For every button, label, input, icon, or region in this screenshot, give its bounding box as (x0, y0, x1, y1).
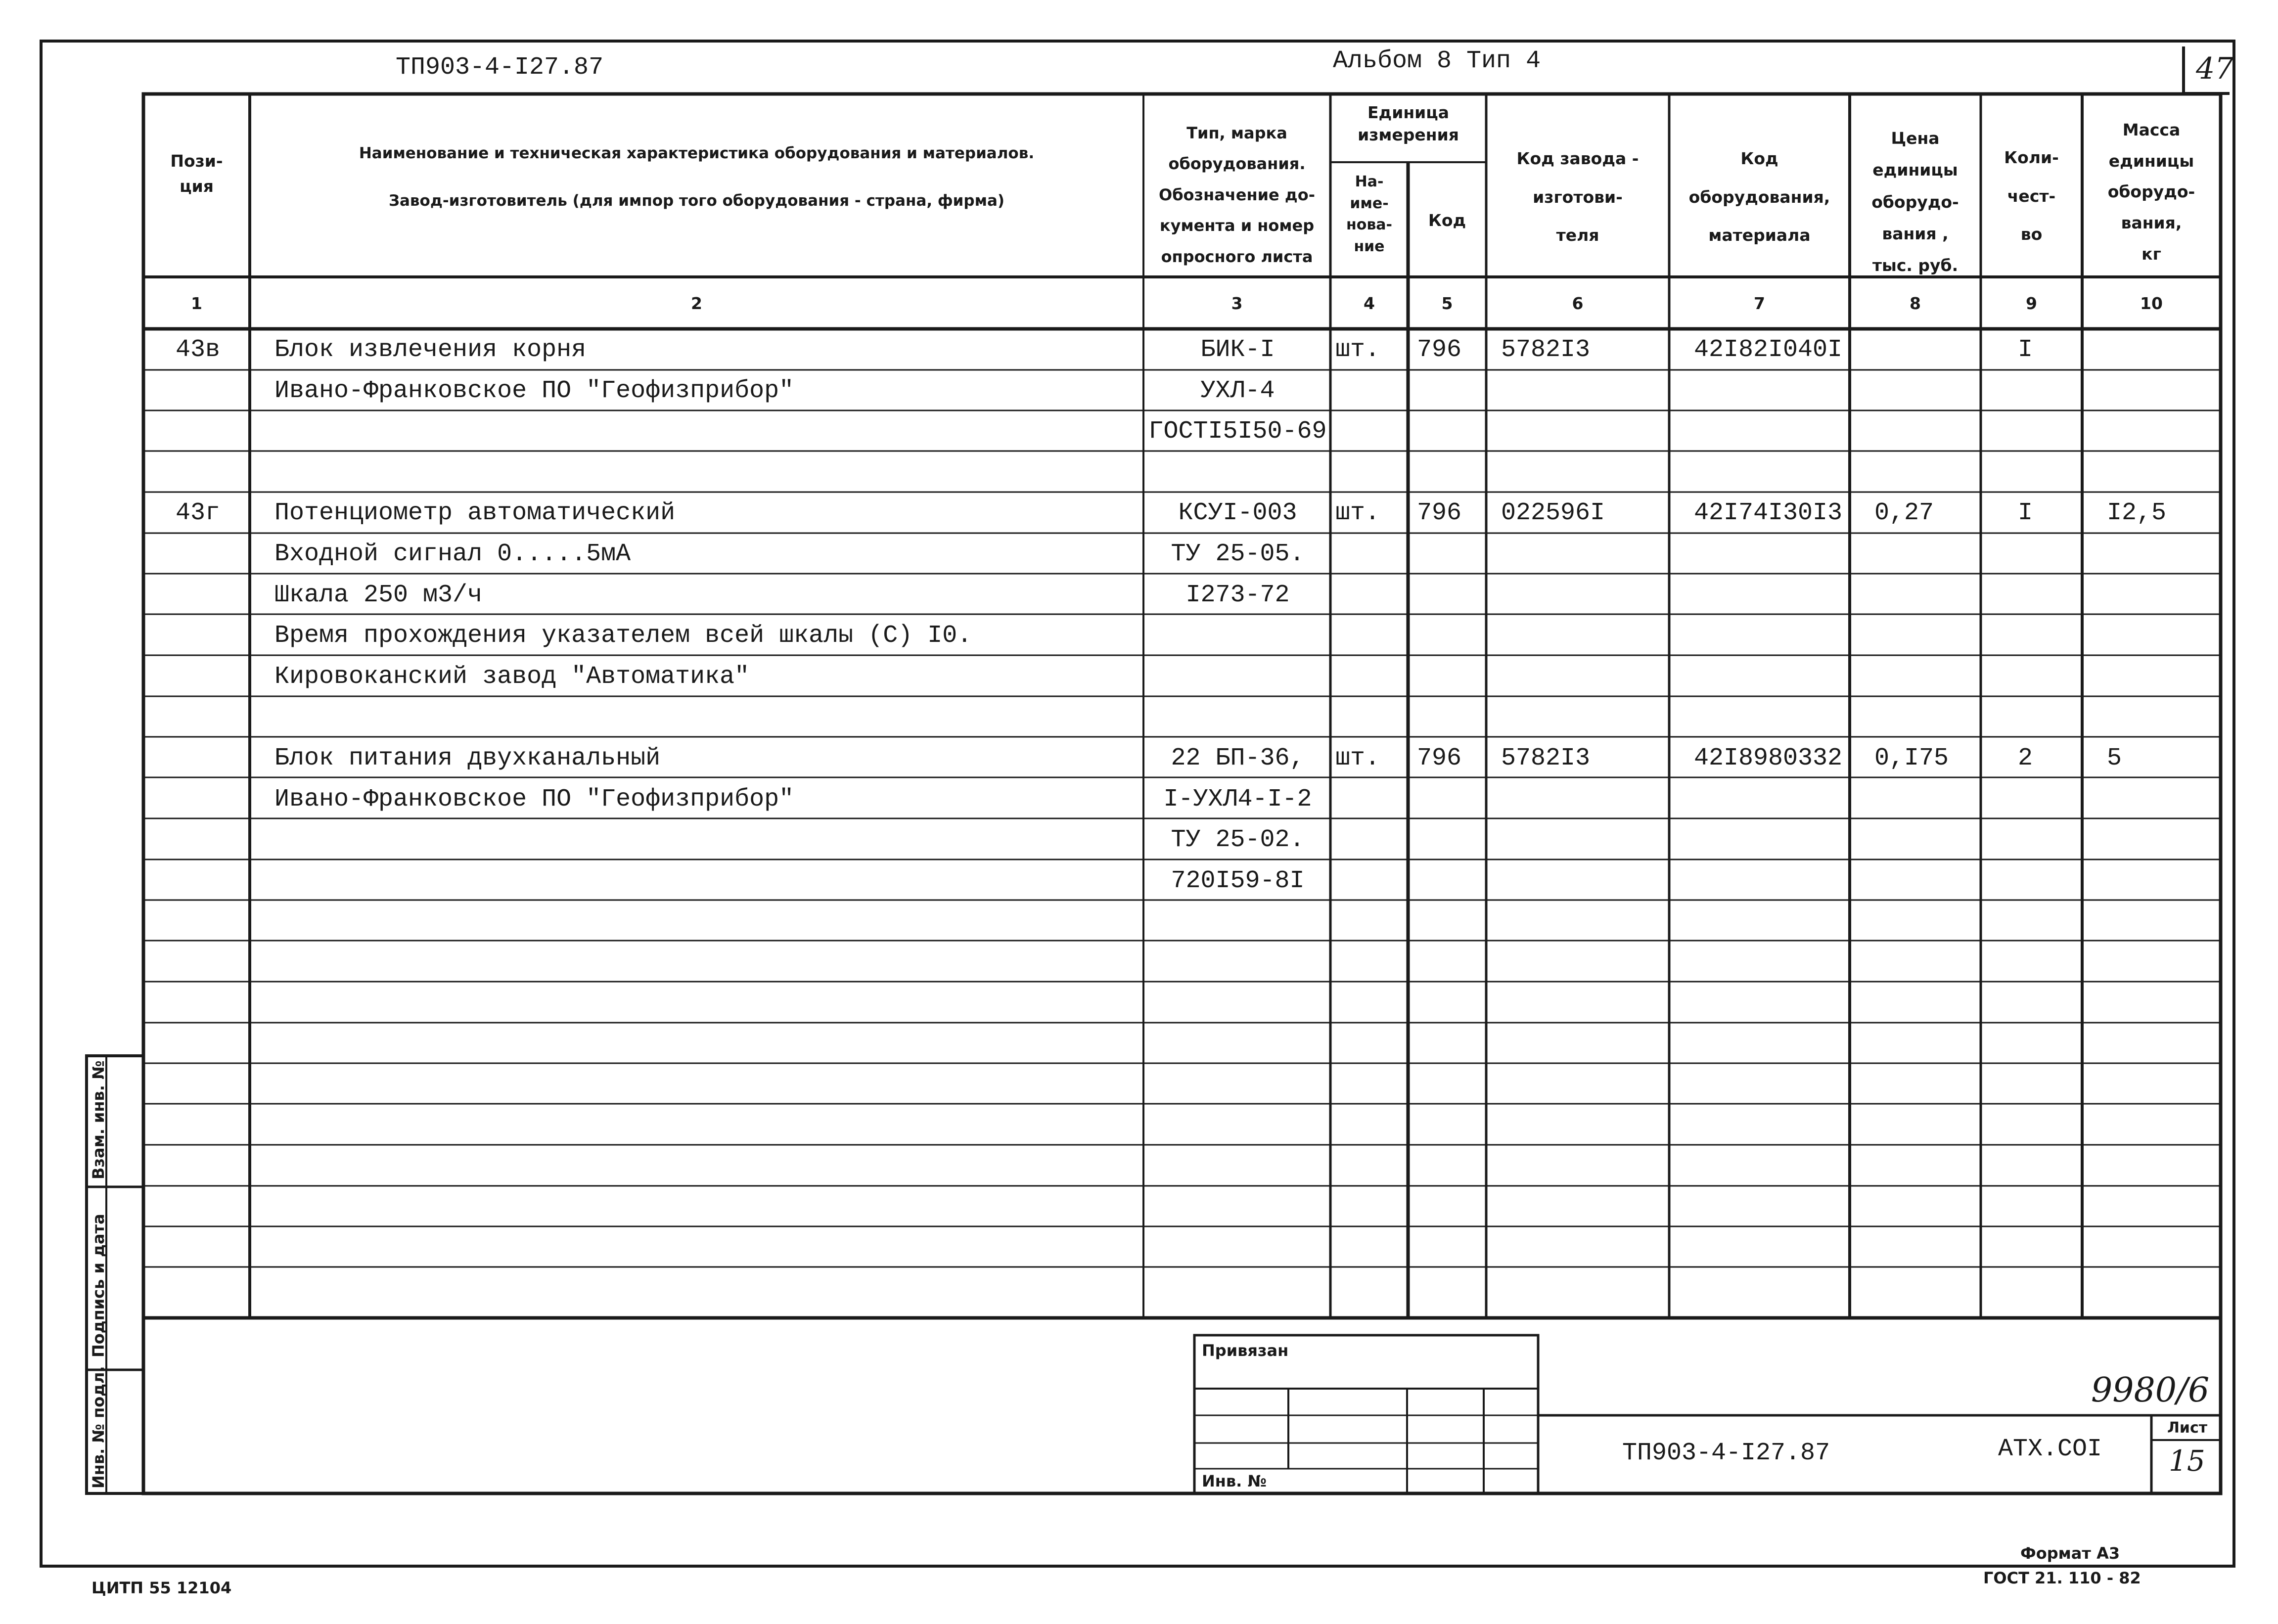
col-num-1: 1 (191, 294, 202, 313)
cell-maker-code: 5782І3 (1501, 336, 1591, 364)
cell-name: Ивано-Франковское ПО "Геофизприбор" (274, 785, 794, 813)
cell-name: Потенциометр автоматический (274, 499, 676, 528)
cell-equip-code: 42І82І040І (1694, 336, 1843, 364)
cell-type: ТУ 25-05. (1171, 540, 1305, 568)
cell-type: БИК-І (1200, 336, 1275, 364)
cell-name: Кировоканский завод "Автоматика" (274, 662, 750, 691)
handwritten-number: 9980/6 (2091, 1371, 2210, 1410)
cell-type: УХЛ-4 (1200, 376, 1275, 405)
cell-mass: І2,5 (2107, 499, 2167, 528)
col-header-9: Коли- чест- во (2004, 148, 2059, 244)
cell-price: 0,27 (1874, 499, 1934, 528)
title-doc-code: ТП903-4-І27.87 (1622, 1439, 1830, 1467)
side-stamp-inv-orig: Инв. № подл. (89, 1366, 108, 1489)
col-header-5: Код (1428, 211, 1466, 230)
col-num-10: 10 (2140, 294, 2163, 313)
col-header-2: Наименование и техническая характеристика оборудования и материалов. Завод-изготовитель (для импор того оборудования - страна, фирма) (359, 144, 1035, 210)
cell-name: Ивано-Франковское ПО "Геофизприбор" (274, 376, 794, 405)
cell-qty: 2 (2018, 744, 2033, 772)
col-num-8: 8 (1910, 294, 1921, 313)
footer-left: ЦИТП 55 12104 (91, 1579, 232, 1597)
footer-format: Формат А3 (2020, 1544, 2120, 1563)
cell-unit-code: 796 (1417, 499, 1462, 528)
col-num-3: 3 (1231, 294, 1243, 313)
cell-mass: 5 (2107, 744, 2122, 772)
col-num-2: 2 (691, 294, 702, 313)
title-sheet-label: Лист (2167, 1419, 2208, 1437)
cell-position: 43в (176, 336, 221, 364)
cell-unit-code: 796 (1417, 744, 1462, 772)
footer-gost: ГОСТ 21. 110 - 82 (1983, 1569, 2141, 1587)
cell-type: І-УХЛ4-І-2 (1163, 785, 1312, 813)
side-stamp-vzam-inv: Взам. инв. № (89, 1060, 108, 1179)
col-header-10: Масса единицы оборудо- вания, кг (2107, 120, 2195, 264)
col-num-7: 7 (1754, 294, 1765, 313)
col-num-9: 9 (2026, 294, 2037, 313)
page-corner-number: 47 (2196, 51, 2234, 86)
cell-equip-code: 42І74І30І3 (1694, 499, 1843, 528)
unit-group-header: Единица измерения (1358, 103, 1459, 144)
cell-qty: І (2018, 499, 2033, 528)
title-privyazan: Привязан (1202, 1341, 1289, 1360)
col-header-3: Тип, марка оборудования. Обозначение до- кумента и номер опросного листа (1159, 124, 1315, 266)
cell-price: 0,І75 (1874, 744, 1949, 772)
cell-unit: шт. (1335, 336, 1380, 364)
cell-name: Шкала 250 м3/ч (274, 581, 483, 609)
cell-equip-code: 42І8980332 (1694, 744, 1843, 772)
col-header-8: Цена единицы оборудо- вания , тыс. руб. (1871, 129, 1959, 275)
title-inv-no: Инв. № (1202, 1472, 1267, 1490)
col-header-1: Пози- ция (170, 151, 223, 196)
cell-unit: шт. (1335, 499, 1380, 528)
cell-maker-code: 5782І3 (1501, 744, 1591, 772)
cell-qty: І (2018, 336, 2033, 364)
side-stamp-sign-date: Подпись и дата (89, 1214, 108, 1357)
col-num-5: 5 (1441, 294, 1453, 313)
cell-type: І273-72 (1185, 581, 1290, 609)
cell-name: Блок питания двухканальный (274, 744, 661, 772)
header-doc-code: ТП903-4-І27.87 (396, 53, 604, 82)
cell-type: 22 БП-36, (1171, 744, 1305, 772)
title-sheet-code: АТХ.СОІ (1998, 1435, 2102, 1463)
col-header-4: На- име- нова- ние (1346, 173, 1393, 255)
cell-name: Блок извлечения корня (274, 336, 587, 364)
cell-unit: шт. (1335, 744, 1380, 772)
cell-maker-code: 022596І (1501, 499, 1605, 528)
cell-name: Входной сигнал 0.....5мА (274, 540, 631, 568)
cell-type: КСУІ-003 (1178, 499, 1297, 528)
cell-type: ГОСТІ5І50-69 (1148, 417, 1327, 446)
title-sheet-number: 15 (2169, 1444, 2205, 1478)
cell-position: 43г (176, 499, 221, 528)
header-album: Альбом 8 Тип 4 (1333, 47, 1541, 75)
cell-name: Время прохождения указателем всей шкалы (С) І0. (274, 622, 972, 650)
col-header-6: Код завода - изготови- теля (1516, 149, 1639, 245)
col-num-4: 4 (1364, 294, 1375, 313)
cell-type: ТУ 25-02. (1171, 826, 1305, 855)
col-num-6: 6 (1572, 294, 1584, 313)
cell-unit-code: 796 (1417, 336, 1462, 364)
col-header-7: Код оборудования, материала (1688, 149, 1830, 245)
cell-type: 720І59-8І (1171, 866, 1305, 895)
